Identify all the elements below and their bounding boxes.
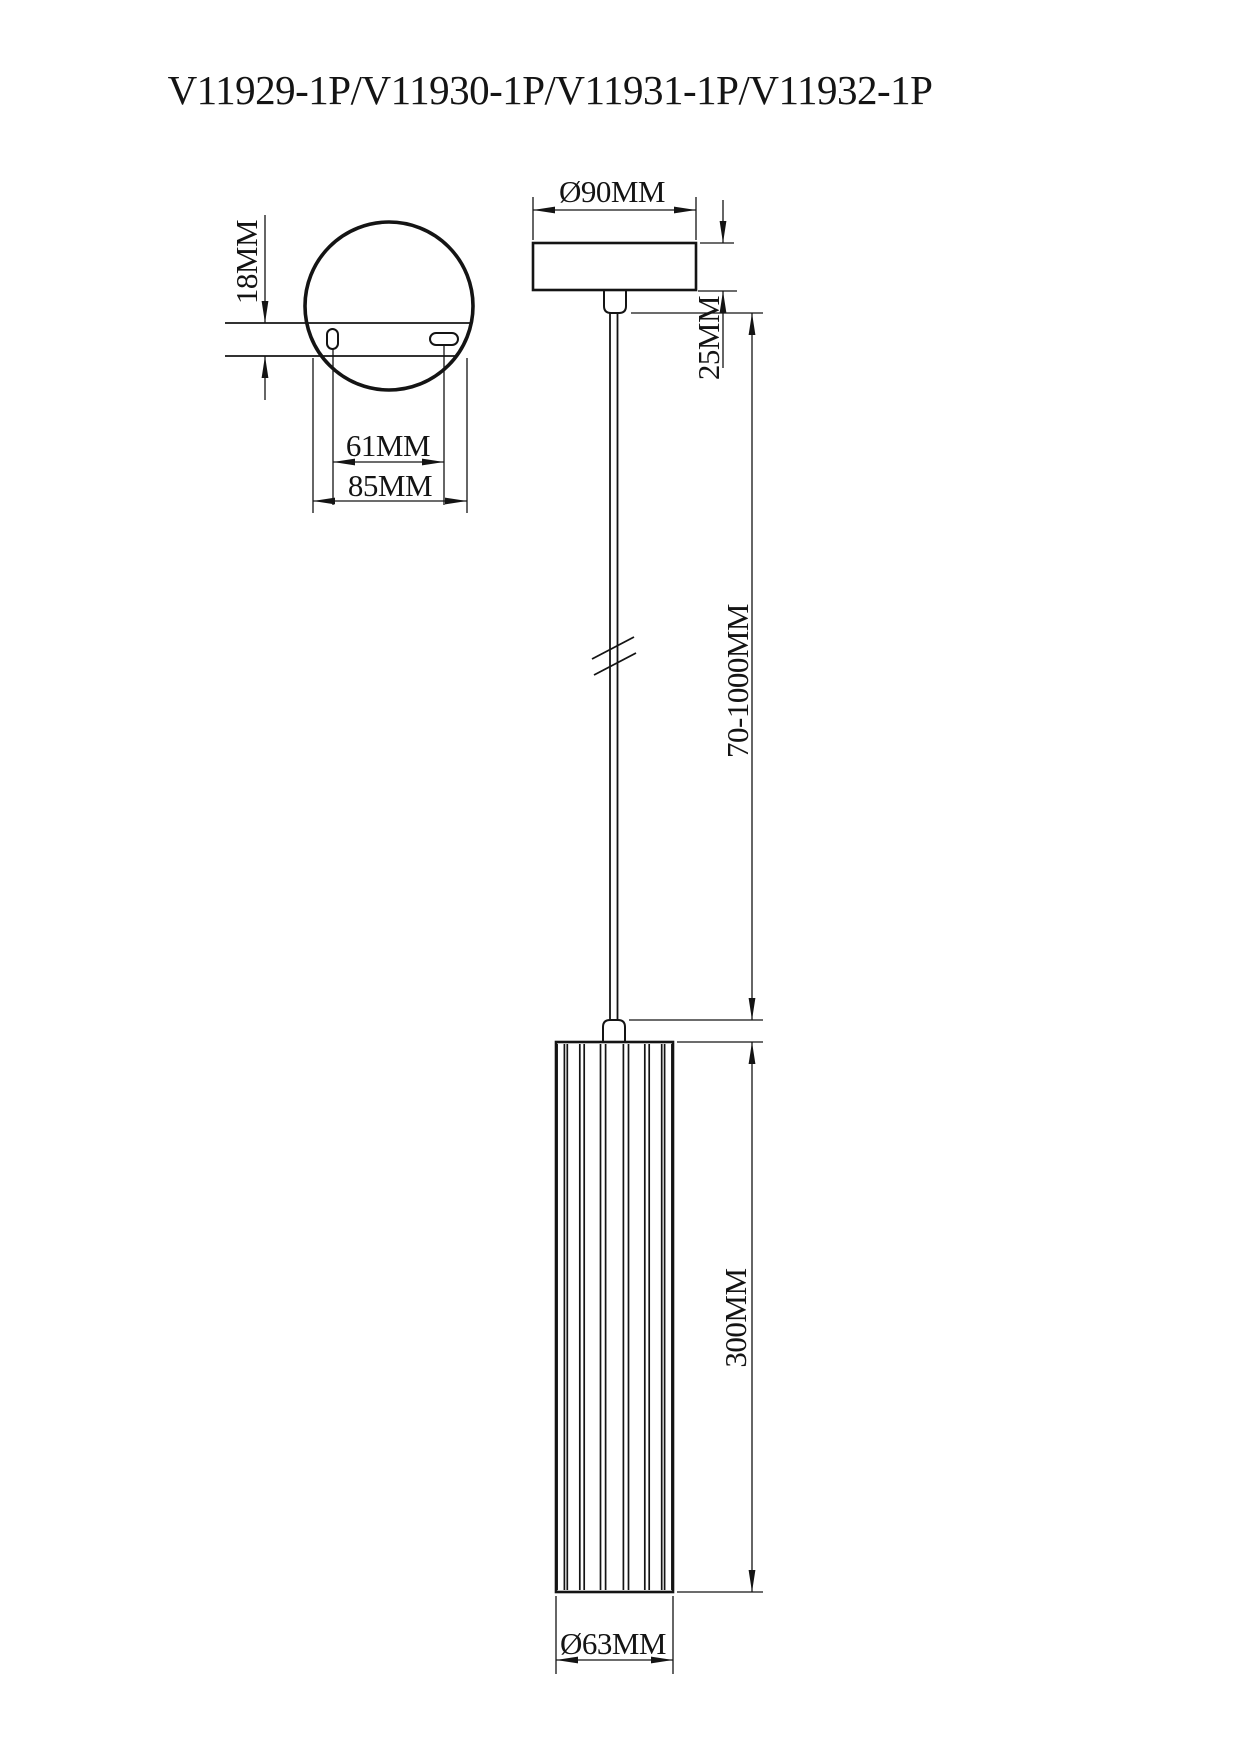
annotations	[168, 67, 933, 1661]
drawing-title: V11929-1P/V11930-1P/V11931-1P/V11932-1P	[167, 67, 933, 113]
screw-slot-right	[430, 333, 458, 345]
dim-25mm-label: 25MM	[691, 295, 726, 381]
shade-flutes	[557, 1044, 672, 1590]
cable-break-slash-1	[592, 637, 634, 659]
dim-63mm-label: Ø63MM	[559, 1626, 667, 1661]
canopy-cord-grip	[604, 291, 626, 313]
dim-85mm-label: 85MM	[347, 468, 433, 503]
linework	[225, 197, 763, 1674]
dim-18mm-label: 18MM	[229, 219, 264, 305]
dim-61mm-label: 61MM	[345, 428, 431, 463]
dim-cable-length-label: 70-1000MM	[720, 604, 755, 758]
front-view	[533, 197, 763, 1674]
dim-90mm-label: Ø90MM	[558, 174, 666, 209]
shade-top-cap	[603, 1020, 625, 1042]
shade-outline	[556, 1042, 673, 1592]
dim-300mm-label: 300MM	[718, 1268, 753, 1368]
cable-break-slash-2	[594, 653, 636, 675]
mounting-plate-outline	[305, 222, 473, 390]
ceiling-canopy	[533, 243, 696, 290]
screw-slot-left	[327, 329, 338, 349]
